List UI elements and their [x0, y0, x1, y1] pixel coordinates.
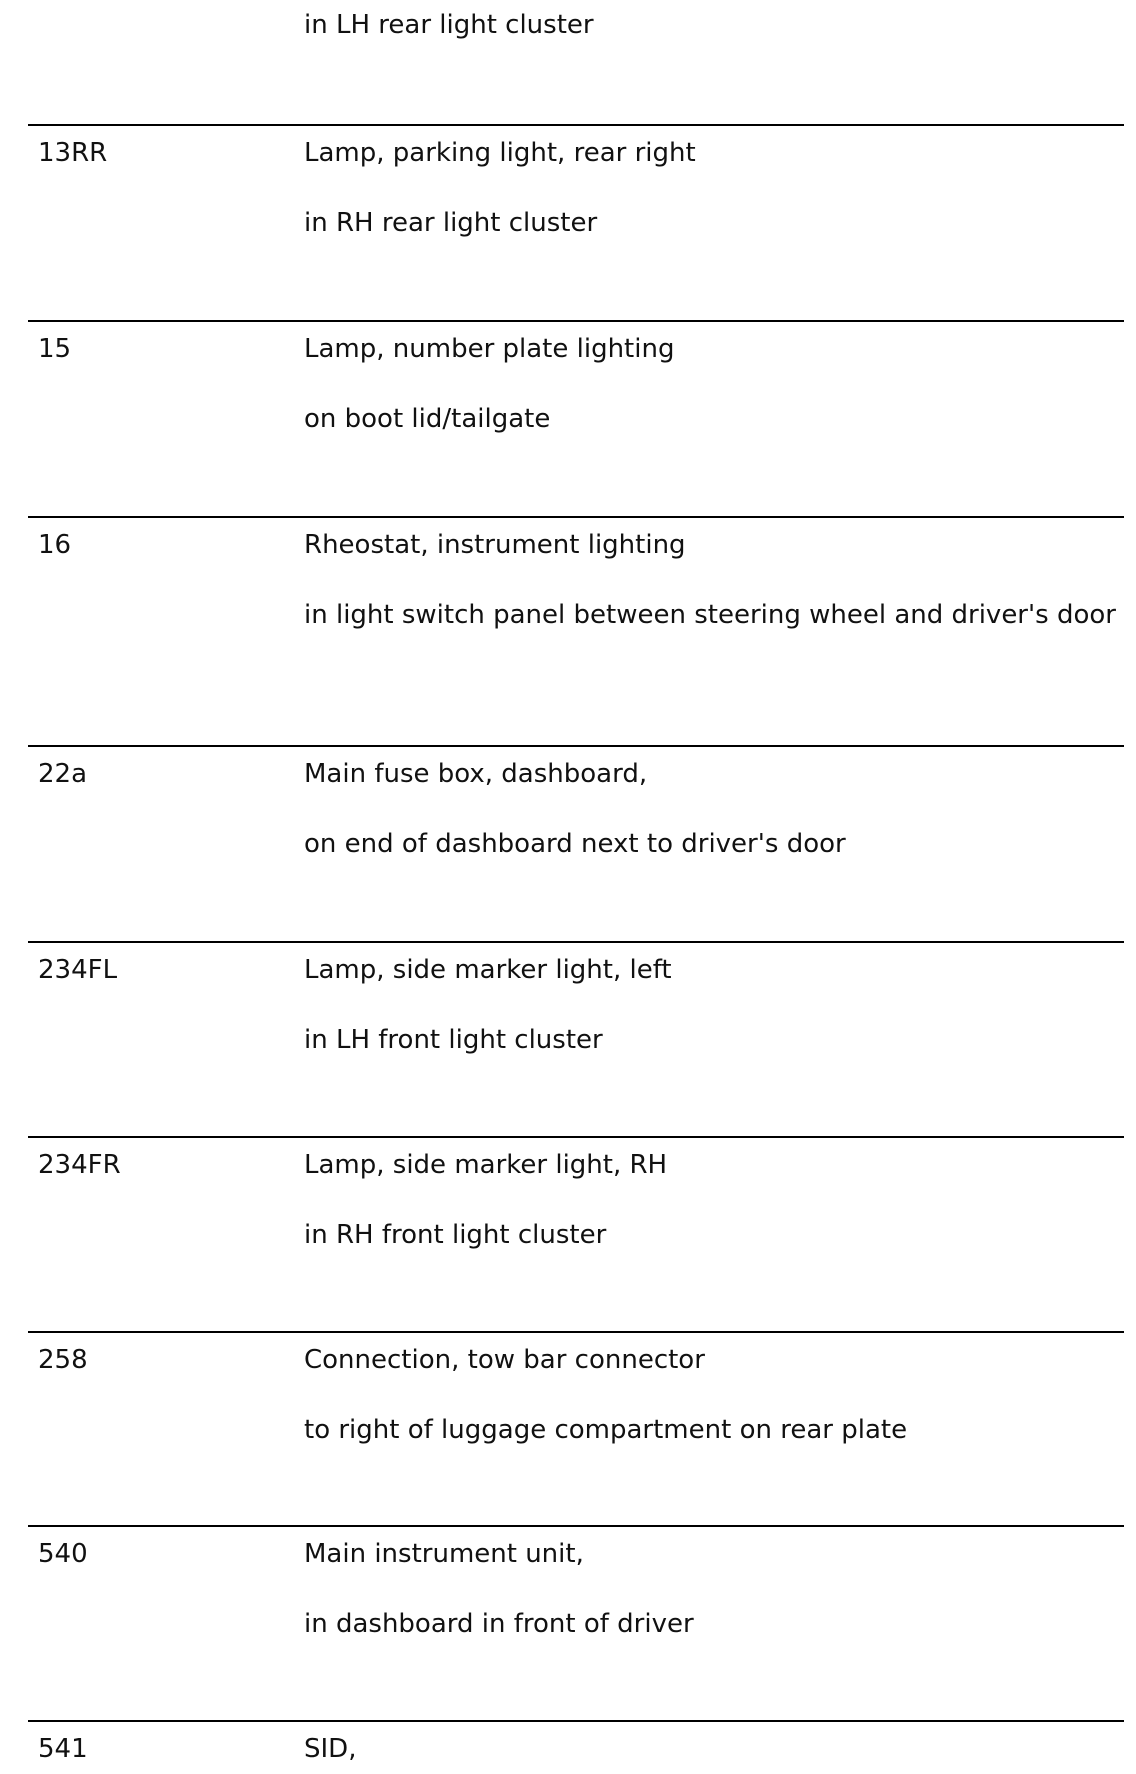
component-location: in RH front light cluster: [304, 1220, 607, 1250]
row-divider: [28, 1720, 1124, 1722]
continued-location-text: in LH rear light cluster: [304, 10, 594, 40]
component-code: 15: [38, 334, 72, 364]
component-location: on boot lid/tailgate: [304, 404, 551, 434]
component-name: Lamp, number plate lighting: [304, 334, 675, 364]
component-name: Lamp, parking light, rear right: [304, 138, 696, 168]
row-divider: [28, 124, 1124, 126]
row-divider: [28, 941, 1124, 943]
component-name: Connection, tow bar connector: [304, 1345, 705, 1375]
component-name: Lamp, side marker light, left: [304, 955, 672, 985]
component-code: 234FR: [38, 1150, 121, 1180]
component-location: in LH front light cluster: [304, 1025, 603, 1055]
component-location: on end of dashboard next to driver's door: [304, 829, 846, 859]
component-code: 16: [38, 530, 72, 560]
row-divider: [28, 1331, 1124, 1333]
component-name: SID,: [304, 1734, 357, 1764]
component-code: 13RR: [38, 138, 108, 168]
component-code: 541: [38, 1734, 88, 1764]
component-name: Main fuse box, dashboard,: [304, 759, 648, 789]
component-location: to right of luggage compartment on rear plate: [304, 1415, 908, 1445]
component-code: 258: [38, 1345, 88, 1375]
component-name: Rheostat, instrument lighting: [304, 530, 686, 560]
component-code: 540: [38, 1539, 88, 1569]
row-divider: [28, 745, 1124, 747]
component-name: Lamp, side marker light, RH: [304, 1150, 668, 1180]
component-location: in RH rear light cluster: [304, 208, 598, 238]
row-divider: [28, 516, 1124, 518]
component-name: Main instrument unit,: [304, 1539, 584, 1569]
component-code: 22a: [38, 759, 88, 789]
row-divider: [28, 1136, 1124, 1138]
component-code: 234FL: [38, 955, 118, 985]
component-location: in dashboard in front of driver: [304, 1609, 694, 1639]
row-divider: [28, 1525, 1124, 1527]
component-location: in light switch panel between steering wheel and driver's door: [304, 600, 1116, 630]
row-divider: [28, 320, 1124, 322]
